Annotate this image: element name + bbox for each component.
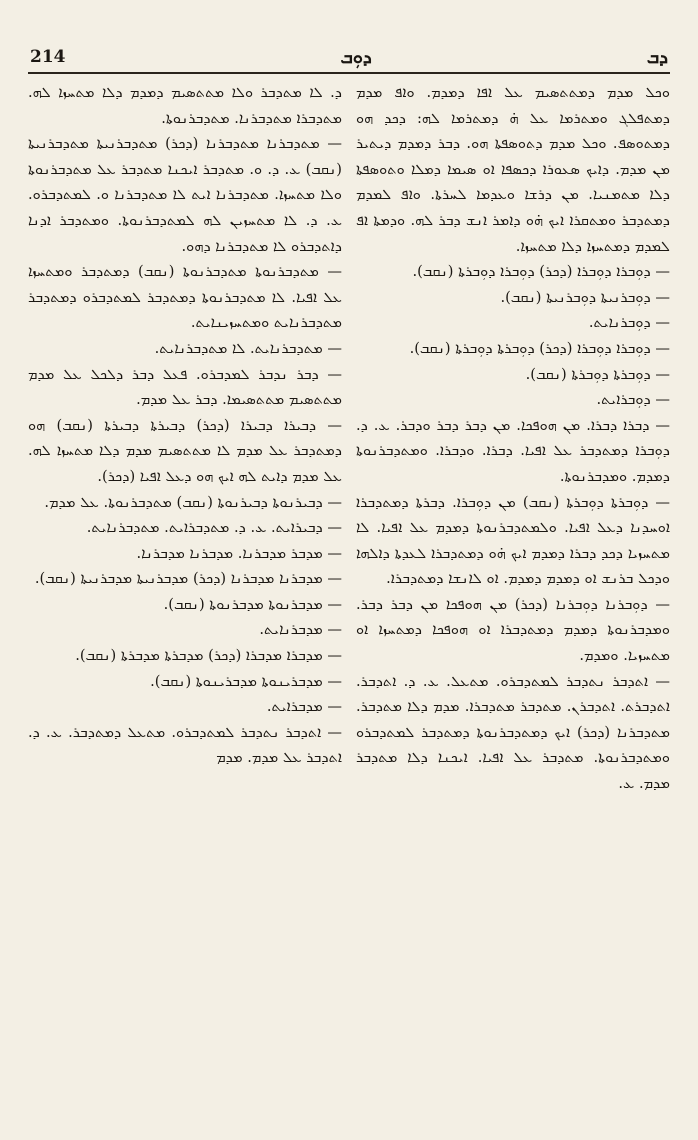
dictionary-entry: — ܕܘܼܒܪܬܐ ܕܘܼܒܪܬܐ (ܢܩܒ). bbox=[525, 365, 670, 383]
dictionary-entry: — ܡܬܕܒܪܢܐܝܬ. ܠܐ ܡܬܕܒܪܢܐܝܬ. bbox=[154, 339, 342, 357]
dictionary-entry: — ܕܒܝܪܐܝܬ. ܥ. ܕ. ܡܬܕܒܪܐܝܬ. ܡܬܕܒܪܢܐܝܬ. bbox=[86, 519, 342, 537]
dictionary-entry: — ܕܘܼܒܪܐ ܕܘܼܒܪܐ (ܕܟܪ) ܕܘܼܒܪܐ ܕܘܼܒܪܬܐ (ܢܩܒ). bbox=[412, 263, 670, 281]
dictionary-entry: — ܡܕܒܪܝܢܘܬܐ ܡܕܒܪܝܢܘܬܐ (ܢܩܒ). bbox=[150, 672, 342, 690]
guide-word: ܕܒ bbox=[646, 46, 668, 68]
dictionary-entry: — ܕܒܝܪܐ ܕܒܝܪܐ (ܕܟܪ) ܕܒܝܪܬܐ ܕܒܝܪܬܐ (ܢܩܒ) ܗܘ ܕܡܬܕܒܪ ܥܠ ܡܕܡ ܠܐ ܡܬܬܣܝܡ ܡܕܡ ܕܠܐ ܡܬܚܙܐ ܠܗ. ܥܠ ܡܕܡ ܕܐܝܬ ܠܗ ܐܝܟ ܗܘ ܕܥܠ ܐܦܝܐ (ܕܟܪ). bbox=[28, 416, 342, 485]
dictionary-entry: — ܡܕܒܪܢܐ ܡܕܒܪܢܐ (ܕܟܪ) ܡܕܒܪܢܝܬܐ ܡܕܒܪܢܝܬܐ (ܢܩܒ). bbox=[34, 570, 342, 588]
dictionary-entry: — ܕܘܼܒܪܐ ܕܘܼܒܪܐ (ܕܟܪ) ܕܘܼܒܪܬܐ ܕܘܼܒܪܬܐ (ܢܩܒ). bbox=[409, 339, 670, 357]
dictionary-entry: — ܕܘܼܒܪܬܐ ܕܘܼܒܪܬܐ (ܢܩܒ) ܡܢ ܕܘܼܒܪܐ. ܕܒܪܬܐ ܕܡܬܕܒܪܐ ܐܘܚܕܢܐ ܕܥܠ ܐܦܝܐ. ܘܠܡܬܕܒܪܢܘܬܐ ܕܡܕܡ ܥܠ ܐܦܝܐ. ܠܐ ܡܬܚܙܝܐ ܕܟܕ ܕܒܪܐ ܕܡܕܡ ܐܝܟ ܗ̇ܘ ܕܡܬܕܒܪܐ ܠܥܕܬܐ ܕܐܠܗܐ ܘܕܟܠ ܒܪܢܫ ܐܘ ܕܡܕܡ ܕܡܕܡ. ܐܘ ܠܐܢܫܐ ܕܡܬܕܒܪܐ. bbox=[356, 493, 670, 588]
page-number: 214 bbox=[30, 47, 66, 67]
dictionary-entry: — ܕܒܝܪܢܘܬܐ ܕܒܝܪܢܘܬܐ (ܢܩܒ) ܡܬܕܒܪܢܘܬܐ. ܥܠ ܡܕܡ. bbox=[44, 493, 342, 511]
dictionary-entry: — ܕܒܪ ܢܕܒܪ ܠܡܕܒܪܘ. ܦܥܠ ܕܒܪ ܕܠܟܠ ܥܠ ܡܕܡ ܡܬܬܣܝܡ ܡܬܬܣܝܡܐ. ܕܒܪ ܥܠ ܡܕܡ. bbox=[28, 365, 342, 409]
dictionary-entry: — ܡܕܒܪܐܝܬ. bbox=[266, 698, 342, 716]
left-column bbox=[28, 80, 342, 1118]
dictionary-entry: — ܕܘܼܒܪܐܝܬ. bbox=[596, 391, 670, 409]
dictionary-entry: — ܡܕܒܪܢܘܬܐ ܡܕܒܪܢܘܬܐ (ܢܩܒ). bbox=[163, 595, 342, 613]
dictionary-entry: — ܕܘܼܒܪܢܐ ܕܘܼܒܪܢܐ (ܕܟܪ) ܡܢ ܗܘܦܟܐ ܡܢ ܕܒܪ ܕܒܪ. ܘܡܕܒܪܢܘܬܐ ܕܡܕܡ ܕܡܬܕܒܪܐ ܐܘ ܗܘܦܟܐ ܕܡܬܚܙܐ ܐܘ ܡܬܚܙܝܐ. ܘܡܕܡ. bbox=[356, 595, 670, 665]
page-header bbox=[30, 44, 668, 70]
text-columns bbox=[28, 80, 670, 1118]
dictionary-entry: — ܡܬܕܒܪܢܐ ܡܬܕܒܪܢܐ (ܕܟܪ) ܡܬܕܒܪܢܝܬܐ ܡܬܕܒܪܢܝܬܐ (ܢܩܒ) ܥ. ܕ. ܘ. ܡܬܕܒܪ ܐܝܟܢܐ ܡܬܕܒܪ ܥܠ ܡܬܕܒܪܢܘܬܐ ܘܠܐ ܡܬܚܙܐ. ܡܬܕܒܪܢܐ ܐܝܬ ܠܐ ܡܬܕܒܪܢܐ ܘ. ܠܡܬܕܒܪܘ. ܥ. ܕ. ܠܐ ܡܬܚܙܝܢ ܠܗ ܠܡܬܕܒܪܢܘܬܐ. ܘܡܬܕܒܪ ܐܕܢܐ ܕܐܬܕܒܪܘ ܠܐ ܡܬܕܒܪܢܐ ܕܗܘ. bbox=[28, 135, 342, 255]
dictionary-entry: ܘܟܠ ܡܕܡ ܕܡܬܬܣܝܡ ܥܠ ܐܦܐ ܕܡܕܡ. ܘܐܦ ܡܕܡ ܕܡܬܦܠܓ ܘܡܬܪܡܐ ܥܠ ܗ̇ ܕܡܬܪܡܐ ܠܗ: ܕܟܕ ܗܘ ܕܡܬܘܣܦ. ܘܟܠ ܡܕܡ ܕܬܘܣܦܬܐ ܗܘ. ܕܒܪ ܕܡܕܡ ܕܝܬܝܪ ܡܢ ܡܕܡ. ܕܐܝܟ ܣܥܘܪܐ ܕܟܣܦܐ ܐܘ ܣܝܡܐ ܕܡܠܐ ܘܬܘܣܦܬܐ ܕܠܐ ܡܬܡܢܝܐ. ܡܢ ܕܪܫܐ ܘܥܕܡܐ ܠܚܪܬܐ. ܘܐܦ ܠܡܕܡ ܕܡܬܕܒܪ ܘܡܬܩܪܐ ܐܝܟ ܗ̇ܘ ܕܐܡܪ ܐܢܫ ܕܒܪ ܠܗ. ܘܕܡܬܐ ܐܦ ܠܡܕܡ ܕܡܬܚܙܐ ܕܠܐ ܡܬܚܙܐ. bbox=[356, 84, 670, 255]
dictionary-entry: — ܕܘܼܒܪܢܐܝܬ. bbox=[588, 314, 670, 332]
dictionary-entry: — ܡܕܒܪ ܡܕܒܪܢܐ. ܡܕܒܪܢܐ ܡܕܒܪܢܐ. bbox=[136, 544, 342, 562]
dictionary-entry: — ܡܬܕܒܪܢܘܬܐ ܡܬܕܒܪܢܘܬܐ (ܢܩܒ) ܕܡܬܕܒܪ ܘܡܬܚܙܐ ܥܠ ܐܦܝܐ. ܠܐ ܡܬܕܒܪܢܘܬܐ ܕܡܬܕܒܪ ܠܡܬܕܒܪܘ ܕܡܬܕܒܪ ܡܬܕܒܪܢܐܝܬ ܘܡܬܚܙܝܢܐܝܬ. bbox=[28, 263, 342, 332]
dictionary-entry: — ܕܘܼܒܪܢܝܬܐ ܕܘܼܒܪܢܝܬܐ (ܢܩܒ). bbox=[500, 288, 670, 306]
dictionary-entry: — ܡܕܒܪܢܐܝܬ. bbox=[259, 621, 342, 639]
right-column bbox=[356, 80, 670, 1118]
dictionary-entry: ܕ. ܠܐ ܡܬܕܒܪ ܘܠܐ ܡܬܬܣܝܡ ܕܡܕܡ ܕܠܐ ܡܬܚܙܐ ܠܗ. ܡܬܕܒܪܐ ܡܬܕܒܪܢܐ. ܡܬܕܒܪܢܘܬܐ. bbox=[28, 84, 342, 127]
dictionary-entry: — ܐܬܕܒܪ ܢܬܕܒܪ ܠܡܬܕܒܪܘ. ܡܬܥܠ ܕܡܬܕܒܪ. ܥ. ܕ. ܐܬܕܒܪ ܥܠ ܡܕܡ. ܡܕܡ bbox=[28, 723, 342, 767]
dictionary-entry: — ܕܒܪܐ ܕܒܪܐ. ܡܢ ܗܘܦܟܐ. ܡܢ ܕܒܪ ܕܒܪ ܘܕܒܪ. ܥ. ܕ. ܕܘܼܒܪܐ ܕܡܬܕܒܪ ܥܠ ܐܦܝܐ. ܕܒܪܐ. ܘܕܒܪܐ. ܘܡܬܕܒܪܢܘܬܐ ܕܡܕܡ. ܘܡܕܒܪܢܘܬܐ. bbox=[356, 416, 670, 485]
dictionary-entry: — ܡܕܒܪܐ ܡܕܒܪܐ (ܕܟܪ) ܡܕܒܪܬܐ ܡܕܒܪܬܐ (ܢܩܒ). bbox=[75, 647, 342, 665]
dictionary-entry: — ܐܬܕܒܪ ܢܬܕܒܪ ܠܡܬܕܒܪܘ. ܡܬܥܠ. ܥ. ܕ. ܐܬܕܒܪ. ܐܬܕܒܪܬ. ܐܬܕܒܪܢ. ܡܬܕܒܪ ܡܬܕܒܪܐ. ܡܕܡ ܕܠܐ ܡܬܕܒܪ. ܡܬܕܒܪܢܐ (ܕܟܪ) ܐܝܟ ܕܡܬܕܒܪܢܘܬܐ ܕܡܬܕܒܪ ܠܡܬܕܒܪܘ ܘܡܬܕܒܪܢܘܬܐ. ܡܬܕܒܪ ܥܠ ܐܦܝܐ. ܐܝܟܢܐ ܕܠܐ ܡܬܕܒܪ ܡܕܡ. ܥ. bbox=[356, 672, 670, 793]
running-head: ܕܘܼܒ bbox=[340, 46, 372, 68]
header-rule bbox=[28, 72, 670, 74]
